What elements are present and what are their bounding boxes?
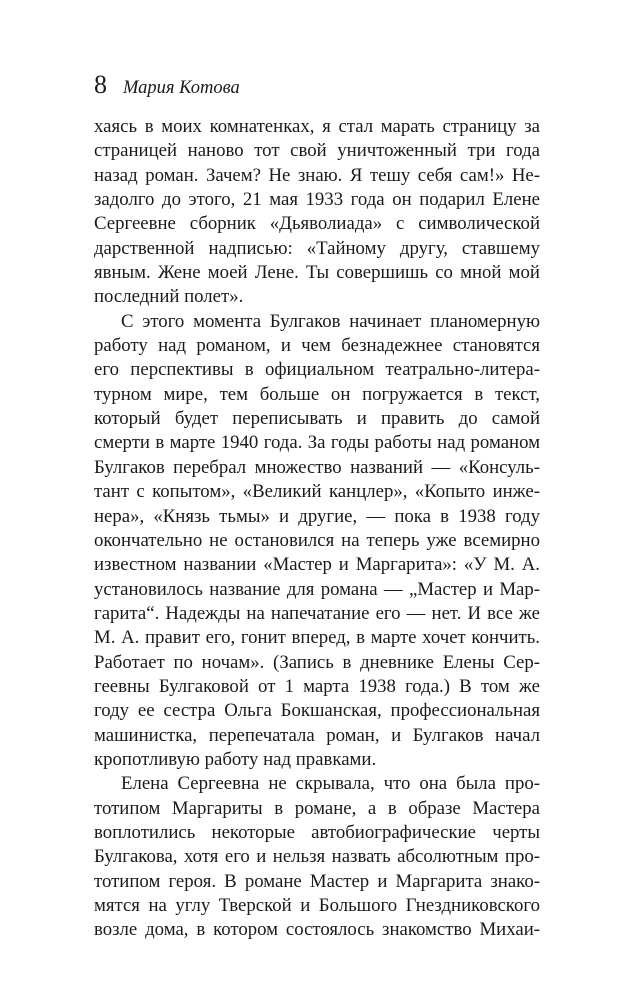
text-line: М. А. правит его, гонит вперед, в марте хочет кончить. xyxy=(94,627,540,649)
page-header xyxy=(94,70,240,106)
text-line: Булгаков перебрал множество названий — «Консуль- xyxy=(94,456,540,478)
text-line: турном мире, тем больше он погружается в текст, xyxy=(94,383,540,405)
text-line: С этого момента Булгаков начинает планомерную xyxy=(121,310,540,332)
running-title: Мария Котова xyxy=(123,78,240,98)
text-line: тотипом героя. В романе Мастер и Маргарита знако- xyxy=(94,870,540,892)
text-line: работу над романом, и чем безнадежнее становятся xyxy=(94,335,540,357)
text-line: известном названии «Мастер и Маргарита»: «У М. А. xyxy=(94,554,540,576)
page-number: 8 xyxy=(94,70,107,99)
text-line: геевны Булгаковой от 1 марта 1938 года.) В том же xyxy=(94,675,540,697)
text-line: Сергеевне сборник «Дьяволиада» с символической xyxy=(94,213,540,235)
text-line: тотипом Маргариты в романе, а в образе Мастера xyxy=(94,797,540,819)
text-line: смерти в марте 1940 года. За годы работы над романом xyxy=(94,432,540,454)
text-line: его перспективы в официальном театрально-литера- xyxy=(94,359,540,381)
text-line: окончательно не остановился на теперь уже всемирно xyxy=(94,529,540,551)
text-line: тант с копытом», «Великий канцлер», «Копыто инже- xyxy=(94,481,540,503)
text-line: машинистка, перепечатала роман, и Булгаков начал xyxy=(94,724,540,746)
text-line: году ее сестра Ольга Бокшанская, профессиональная xyxy=(94,700,540,722)
text-line: последний полет». xyxy=(94,286,244,308)
text-line: установилось название для романа — „Мастер и Мар- xyxy=(94,578,540,600)
text-line: который будет переписывать и править до самой xyxy=(94,408,540,430)
text-line: хаясь в моих комнатенках, я стал марать страницу за xyxy=(94,116,540,137)
body-text xyxy=(94,115,540,943)
text-line: Булгакова, хотя его и нельзя назвать абсолютным про- xyxy=(94,846,540,868)
text-line: страницей наново тот свой уничтоженный три года xyxy=(94,140,540,162)
text-line: кропотливую работу над правками. xyxy=(94,748,377,770)
text-line: задолго до этого, 21 мая 1933 года он подарил Елене xyxy=(94,189,540,211)
text-line: мятся на углу Тверской и Большого Гнездниковского xyxy=(94,895,540,916)
text-line: дарственной надписью: «Тайному другу, ставшему xyxy=(94,237,540,259)
text-line: назад роман. Зачем? Не знаю. Я тешу себя сам!» Не- xyxy=(94,164,540,186)
text-line: явным. Жене моей Лене. Ты совершишь со мной мой xyxy=(94,262,540,284)
text-line: нера», «Князь тьмы» и другие, — пока в 1938 году xyxy=(94,505,540,527)
text-line: Елена Сергеевна не скрывала, что она была про- xyxy=(121,773,540,795)
text-line: гарита“. Надежды на напечатание его — нет. И все же xyxy=(94,602,540,624)
text-line: возле дома, в котором состоялось знакомство Михаи- xyxy=(94,919,540,941)
text-line: Работает по ночам». (Запись в дневнике Елены Сер- xyxy=(94,651,540,673)
text-line: воплотились некоторые автобиографические черты xyxy=(94,821,540,843)
